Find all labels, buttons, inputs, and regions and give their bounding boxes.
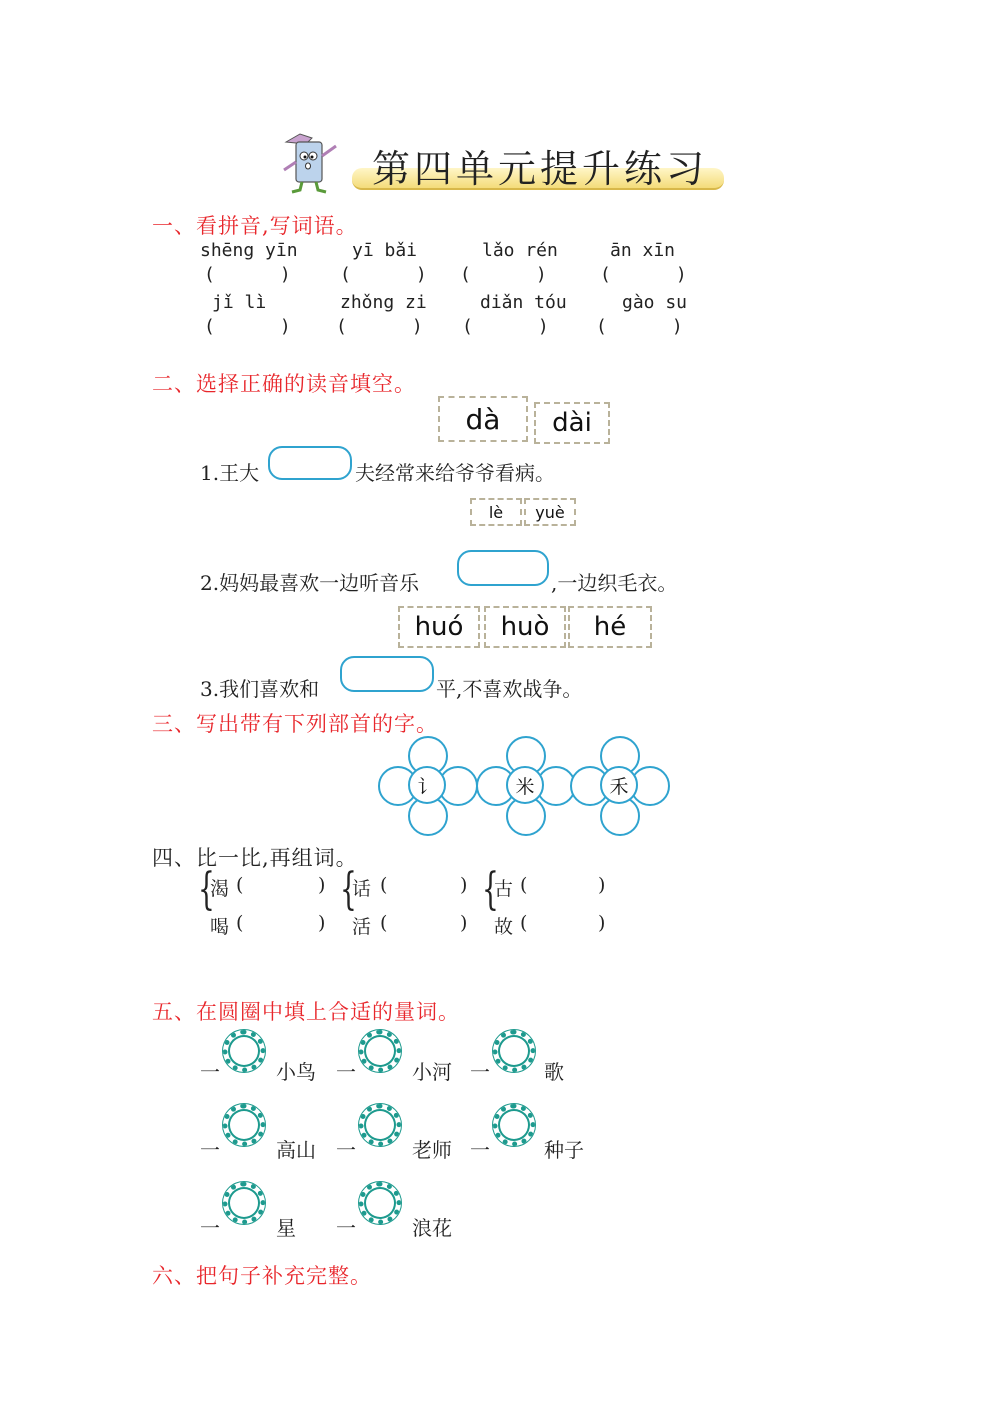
- measure-noun: 种子: [544, 1138, 584, 1162]
- pinyin: diǎn tóu: [480, 292, 567, 313]
- pinyin-option: dài: [534, 402, 610, 444]
- prefix-one: 一: [470, 1060, 490, 1084]
- pinyin: lǎo rén: [482, 240, 558, 261]
- measure-noun: 小鸟: [276, 1060, 316, 1084]
- prefix-one: 一: [336, 1216, 356, 1240]
- compare-char: 故: [494, 916, 514, 938]
- section-4-heading: 四、比一比,再组词。: [152, 846, 358, 870]
- paren-close: ): [460, 912, 468, 934]
- radical-label: 禾: [600, 766, 638, 804]
- answer-blank[interactable]: ( ): [340, 264, 427, 285]
- paren-close: ): [598, 874, 606, 896]
- measure-word-circle[interactable]: [359, 1104, 401, 1146]
- answer-box-2[interactable]: [457, 550, 549, 586]
- paren-close: ): [318, 912, 326, 934]
- section-5-heading: 五、在圆圈中填上合适的量词。: [152, 1000, 460, 1024]
- pinyin-option: huò: [484, 606, 566, 648]
- compare-char: 古: [494, 878, 514, 900]
- question-3-start: 3.我们喜欢和: [200, 677, 320, 701]
- section-3-heading: 三、写出带有下列部首的字。: [152, 712, 438, 736]
- prefix-one: 一: [200, 1216, 220, 1240]
- paren-open: (: [380, 912, 388, 934]
- pinyin: jǐ lì: [212, 292, 267, 313]
- answer-box-1[interactable]: [268, 446, 352, 480]
- answer-blank[interactable]: ( ): [462, 316, 549, 337]
- paren-open: (: [520, 874, 528, 896]
- measure-noun: 星: [276, 1216, 296, 1240]
- compare-char: 喝: [210, 916, 230, 938]
- book-mascot-icon: [278, 128, 352, 198]
- pinyin: ān xīn: [610, 240, 676, 261]
- radical-flower: [378, 736, 476, 834]
- answer-blank[interactable]: ( ): [204, 264, 291, 285]
- measure-word-circle[interactable]: [359, 1030, 401, 1072]
- pinyin: yī bǎi: [352, 240, 418, 261]
- radical-flower: [570, 736, 668, 834]
- pinyin: gào su: [622, 292, 688, 313]
- pinyin: shēng yīn: [200, 240, 298, 261]
- measure-noun: 歌: [544, 1060, 564, 1084]
- question-1-end: 夫经常来给爷爷看病。: [355, 461, 555, 485]
- prefix-one: 一: [336, 1060, 356, 1084]
- measure-noun: 小河: [412, 1060, 452, 1084]
- paren-close: ): [598, 912, 606, 934]
- measure-noun: 高山: [276, 1138, 316, 1162]
- question-1-start: 1.王大: [200, 461, 260, 485]
- section-2-heading: 二、选择正确的读音填空。: [152, 372, 416, 396]
- page-title: 第四单元提升练习: [372, 147, 709, 191]
- measure-word-circle[interactable]: [223, 1104, 265, 1146]
- measure-word-circle[interactable]: [493, 1030, 535, 1072]
- paren-open: (: [236, 912, 244, 934]
- pinyin: zhǒng zi: [340, 292, 427, 313]
- compare-char: 活: [352, 916, 372, 938]
- measure-word-circle[interactable]: [359, 1182, 401, 1224]
- paren-open: (: [380, 874, 388, 896]
- section-1-heading: 一、看拼音,写词语。: [152, 214, 358, 238]
- paren-open: (: [236, 874, 244, 896]
- brace-icon: {: [340, 864, 357, 915]
- brace-icon: {: [482, 864, 499, 915]
- pinyin-option: yuè: [524, 498, 576, 526]
- pinyin-option: dà: [438, 396, 528, 442]
- answer-blank[interactable]: ( ): [596, 316, 683, 337]
- radical-label: 讠: [408, 766, 446, 804]
- section-6-heading: 六、把句子补充完整。: [152, 1264, 372, 1288]
- measure-noun: 浪花: [412, 1216, 452, 1240]
- pinyin-option: hé: [568, 606, 652, 648]
- answer-blank[interactable]: ( ): [204, 316, 291, 337]
- prefix-one: 一: [336, 1138, 356, 1162]
- compare-char: 话: [352, 878, 372, 900]
- paren-open: (: [520, 912, 528, 934]
- question-2-end: ,一边织毛衣。: [551, 571, 678, 595]
- question-3-end: 平,不喜欢战争。: [436, 677, 583, 701]
- measure-word-circle[interactable]: [223, 1182, 265, 1224]
- answer-box-3[interactable]: [340, 656, 434, 692]
- brace-icon: {: [198, 864, 215, 915]
- paren-close: ): [460, 874, 468, 896]
- pinyin-option: lè: [470, 498, 522, 526]
- pinyin-option: huó: [398, 606, 480, 648]
- paren-close: ): [318, 874, 326, 896]
- measure-word-circle[interactable]: [493, 1104, 535, 1146]
- measure-noun: 老师: [412, 1138, 452, 1162]
- radical-label: 米: [506, 766, 544, 804]
- measure-word-circle[interactable]: [223, 1030, 265, 1072]
- compare-char: 渴: [210, 878, 230, 900]
- answer-blank[interactable]: ( ): [460, 264, 547, 285]
- prefix-one: 一: [470, 1138, 490, 1162]
- prefix-one: 一: [200, 1060, 220, 1084]
- radical-flower: [476, 736, 574, 834]
- question-2-start: 2.妈妈最喜欢一边听音乐: [200, 571, 420, 595]
- prefix-one: 一: [200, 1138, 220, 1162]
- answer-blank[interactable]: ( ): [336, 316, 423, 337]
- answer-blank[interactable]: ( ): [600, 264, 687, 285]
